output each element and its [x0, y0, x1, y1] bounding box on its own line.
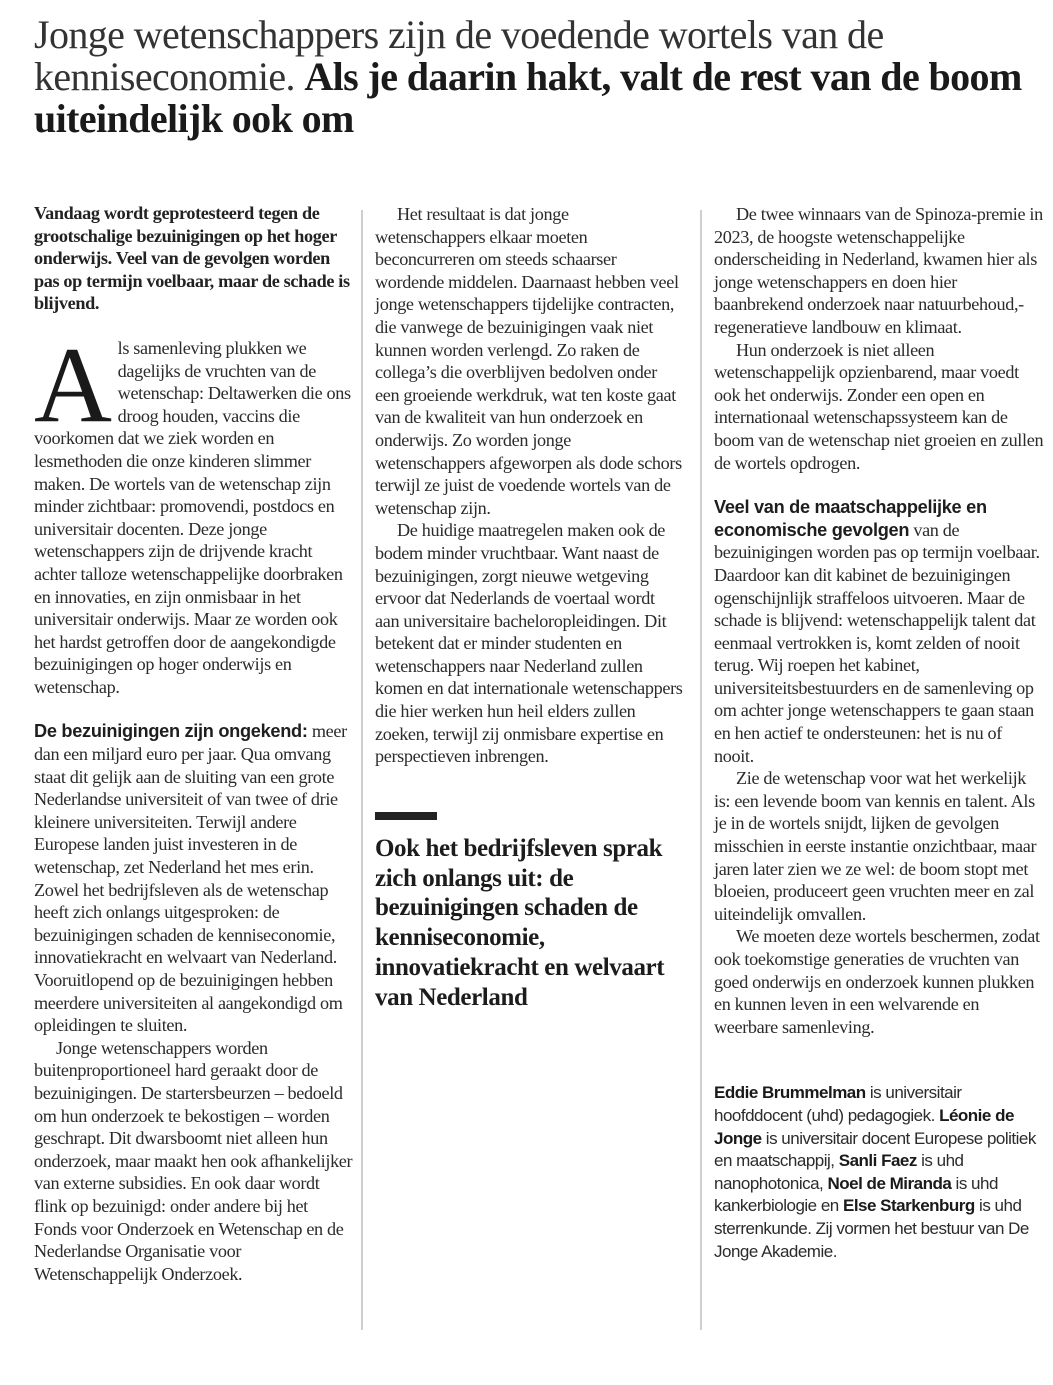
- author-role: is universitair hoofddocent (uhd) pedagogiek.: [714, 1083, 962, 1125]
- author-name: Noel de Miranda: [827, 1173, 952, 1193]
- author-role: is uhd kankerbiologie en: [714, 1173, 998, 1216]
- column-divider: [361, 210, 363, 1330]
- pull-quote-bar: [375, 812, 437, 820]
- article-column-right: [714, 203, 1044, 1263]
- pull-quote: [375, 812, 683, 1013]
- paragraph-tree: Zie de wetenschap voor wat het werkelijk is: een levende boom van kennis en talent. Als je in de wortels snijdt, lijken de gevolgen misschien in eerste instantie onzichtbaar, maar jaren later zien we ze wel: de boom stopt met bloeien, produceert geen vruchten meer en zal uiteindelijk omvallen.: [714, 768, 1037, 924]
- author-role: is uhd sterrenkunde. Zij vormen het bestuur van De Jonge Akademie.: [714, 1196, 1029, 1261]
- paragraph-consequences: [714, 496, 1044, 767]
- paragraph-intro: [34, 325, 354, 699]
- author-name: Else Starkenburg: [842, 1196, 975, 1216]
- headline: [34, 14, 1034, 140]
- paragraph-text: van de bezuinigingen worden pas op termijn voelbaar. Daardoor kan dit kabinet de bezuinigingen ogenschijnlijk straffeloos uitvoeren. Maar de schade is blijvend: wetenschappelijk talent dat eenmaal vertrokken is, komt zelden of nooit terug. Wij roepen het kabinet, universiteitsbestuurders en de samenleving op om achter jonge wetenschappers te gaan staan en hen actief te ondersteunen: het is nu of nooit.: [714, 519, 1040, 766]
- author-bio: [714, 1082, 1044, 1263]
- paragraph-conclusion: We moeten deze wortels beschermen, zodat ook toekomstige generaties de vruchten van goed onderwijs en onderzoek kunnen plukken en kunnen leven in een welvarende en weerbare samenleving.: [714, 926, 1040, 1037]
- author-name: Sanli Faez: [838, 1151, 917, 1171]
- author-name: Eddie Brummelman: [714, 1083, 866, 1103]
- paragraph-language: De huidige maatregelen maken ook de bodem minder vruchtbaar. Want naast de bezuinigingen, zorgt nieuwe wetgeving ervoor dat Nederlands de voertaal wordt aan universitaire bacheloropleidingen. Dit betekent dat er minder studenten en wetenschappers naar Nederland zullen komen en dat internationale wetenschappers die hier werken hun heil elders zullen zoeken, terwijl zij onmisbare expertise en perspectieven inbrengen.: [375, 520, 683, 767]
- paragraph-cuts: [34, 720, 354, 1036]
- article-column-left: [34, 202, 354, 1285]
- paragraph-young-scientists: Jonge wetenschappers worden buitenproportioneel hard geraakt door de bezuinigingen. De startersbeurzen – bedoeld om hun onderzoek te bekostigen – worden geschrapt. Dit dwarsboomt niet alleen hun onderzoek, maar maakt hen ook afhankelijker van externe subsidies. En ook daar wordt flink op bezuinigd: onder andere bij het Fonds voor Onderzoek en Wetenschap en de Nederlandse Organisatie voor Wetenschappelijk Onderzoek.: [34, 1037, 353, 1284]
- column-divider: [700, 210, 702, 1330]
- drop-cap: A: [34, 325, 112, 445]
- paragraph-competition: Het resultaat is dat jonge wetenschappers elkaar moeten beconcurreren om steeds schaarser wordende middelen. Daarnaast hebben veel jonge wetenschappers tijdelijke contracten, die vanwege de bezuinigingen vaak niet kunnen worden verlengd. Zo raken de collega’s die overblijven bedolven onder een groeiende werkdruk, wat ten koste gaat van de kwaliteit van hun onderzoek en onderwijs. Zo worden jonge wetenschappers afgeworpen als dode schors terwijl ze juist de voedende wortels van de wetenschap zijn.: [375, 204, 682, 518]
- headline-bold: Als je daarin hakt, valt de rest van de boom uiteindelijk ook om: [34, 54, 1022, 141]
- headline-light: Jonge wetenschappers zijn de voedende wortels van de kenniseconomie.: [34, 12, 884, 99]
- paragraph-text: meer dan een miljard euro per jaar. Qua omvang staat dit gelijk aan de sluiting van een grote Nederlandse universiteit of van twee of drie kleinere universiteiten. Terwijl andere Europese landen juist investeren in de wetenschap, zet Nederland het mes erin. Zowel het bedrijfsleven als de wetenschap heeft zich onlangs uitgesproken: de bezuinigingen schaden de kenniseconomie, innovatiekracht en welvaart van Nederland. Vooruitlopend op de bezuinigingen hebben meerdere universiteiten al aangekondigd om opleidingen te sluiten.: [34, 721, 347, 1036]
- paragraph-kicker: De bezuinigingen zijn ongekend:: [34, 721, 308, 742]
- author-role: is universitair docent Europese politiek en maatschappij,: [714, 1128, 1036, 1171]
- author-role: is uhd nanophotonica,: [714, 1151, 964, 1193]
- paragraph-kicker: Veel van de maatschappelijke en economische gevolgen: [714, 497, 987, 540]
- article-column-middle: [375, 203, 683, 1013]
- pull-quote-text: Ook het bedrijfsleven sprak zich onlangs uit: de bezuinigingen schaden de kenniseconomie, innovatiekracht en welvaart van Nederland: [375, 834, 665, 1011]
- paragraph-research: Hun onderzoek is niet alleen wetenschappelijk opzienbarend, maar voedt ook het onderwijs. Zonder een open en internationaal wetenschapssysteem kan de boom van de wetenschap niet groeien en zullen de wortels opdrogen.: [714, 339, 1044, 473]
- paragraph-spinoza: De twee winnaars van de Spinoza-premie in 2023, de hoogste wetenschappelijke onderscheiding in Nederland, kwamen hier als jonge wetenschappers en doen hier baanbrekend onderzoek naar natuurbehoud,-regeneratieve landbouw en klimaat.: [714, 204, 1043, 337]
- author-name: Léonie de Jonge: [714, 1105, 1014, 1148]
- article-lead: Vandaag wordt geprotesteerd tegen de grootschalige bezuinigingen op het hoger onderwijs. Veel van de gevolgen worden pas op termijn voelbaar, maar de schade is blijvend.: [34, 203, 350, 314]
- paragraph-text: ls samenleving plukken we dagelijks de vruchten van de wetenschap: Deltawerken die ons droog houden, vaccins die voorkomen dat we ziek worden en lesmethoden die onze kinderen slimmer maken. De wortels van de wetenschap zijn minder zichtbaar: promovendi, postdocs en universitair docenten. Deze jonge wetenschappers zijn de drijvende kracht achter talloze wetenschappelijke doorbraken en innovaties, en zijn onmisbaar in het universitair onderwijs. Maar ze worden ook het hardst getroffen door de aangekondigde bezuinigingen op hoger onderwijs en wetenschap.: [34, 337, 351, 697]
